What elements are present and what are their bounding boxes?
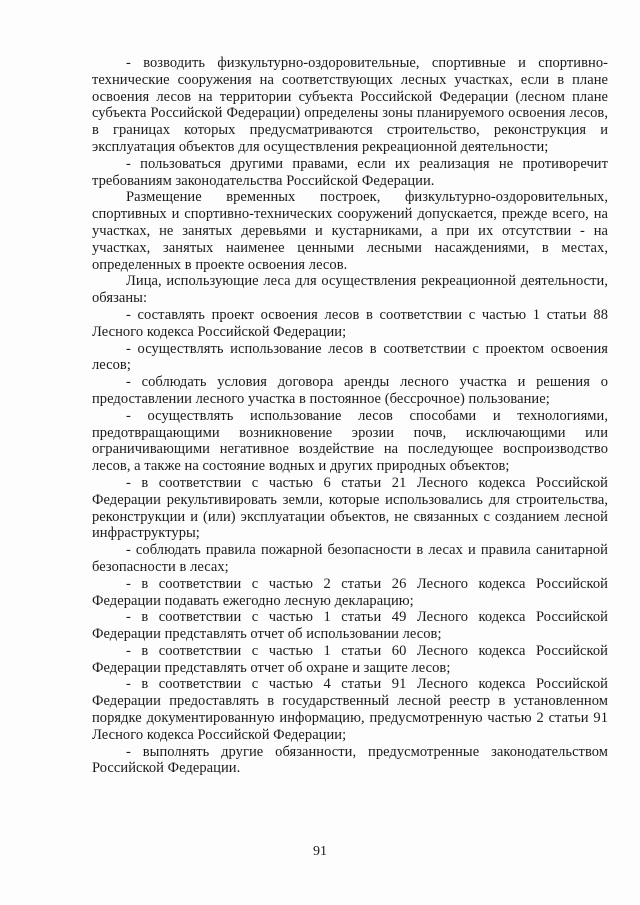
paragraph-right-recreational-facilities: - возводить физкультурно-оздоровительные, спортивные и спортивно-технические сооружения на соответствующих лесных участках, если в плане освоения лесов на территории субъекта Российской Федерации (лесном плане субъекта Российской Федерации) определены зоны планируемого освоения лесов, в границах которых предусматриваются строительство, реконструкция и эксплуатация объектов для осуществления рекреационной деятельности;: [92, 55, 608, 155]
document-body: [92, 55, 608, 777]
paragraph-obligation-recultivation: - в соответствии с частью 6 статьи 21 Лесного кодекса Российской Федерации рекультивировать земли, которые использовались для строительства, реконструкции и (или) эксплуатации объектов, не связанных с созданием лесной инфраструктуры;: [92, 474, 608, 542]
paragraph-obligation-protection-report: - в соответствии с частью 1 статьи 60 Лесного кодекса Российской Федерации представлять отчет об охране и защите лесов;: [92, 642, 608, 676]
paragraph-obligation-usage-report: - в соответствии с частью 1 статьи 49 Лесного кодекса Российской Федерации представлять отчет об использовании лесов;: [92, 609, 608, 643]
paragraph-obligations-intro: Лица, использующие леса для осуществления рекреационной деятельности, обязаны:: [92, 273, 608, 307]
paragraph-obligation-forest-declaration: - в соответствии с частью 2 статьи 26 Лесного кодекса Российской Федерации подавать ежегодно лесную декларацию;: [92, 575, 608, 609]
paragraph-obligation-erosion-prevention: - осуществлять использование лесов способами и технологиями, предотвращающими возникновение эрозии почв, исключающими или ограничивающими негативное воздействие на последующее воспроизводство лесов, а также на состояние водных и других природных объектов;: [92, 407, 608, 475]
paragraph-right-other: - пользоваться другими правами, если их реализация не противоречит требованиям законодательства Российской Федерации.: [92, 155, 608, 189]
paragraph-obligation-other-duties: - выполнять другие обязанности, предусмотренные законодательством Российской Федерации.: [92, 743, 608, 777]
paragraph-obligation-forest-project: - составлять проект освоения лесов в соответствии с частью 1 статьи 88 Лесного кодекса Российской Федерации;: [92, 306, 608, 340]
paragraph-obligation-use-per-project: - осуществлять использование лесов в соответствии с проектом освоения лесов;: [92, 340, 608, 374]
paragraph-obligation-lease-terms: - соблюдать условия договора аренды лесного участка и решения о предоставлении лесного участка в постоянное (бессрочное) пользование;: [92, 374, 608, 407]
paragraph-obligation-fire-safety: - соблюдать правила пожарной безопасности в лесах и правила санитарной безопасности в лесах;: [92, 542, 608, 575]
paragraph-obligation-state-registry: - в соответствии с частью 4 статьи 91 Лесного кодекса Российской Федерации предоставлять в государственный лесной реестр в установленном порядке документированную информацию, предусмотренную частью 2 статьи 91 Лесного кодекса Российской Федерации;: [92, 676, 608, 743]
paragraph-temporary-buildings-placement: Размещение временных построек, физкультурно-оздоровительных, спортивных и спортивно-технических сооружений допускается, прежде всего, на участках, не занятых деревьями и кустарниками, а при их отсутствии - на участках, занятых наименее ценными лесными насаждениями, в местах, определенных в проекте освоения лесов.: [92, 189, 608, 273]
page-number: 91: [313, 844, 327, 859]
